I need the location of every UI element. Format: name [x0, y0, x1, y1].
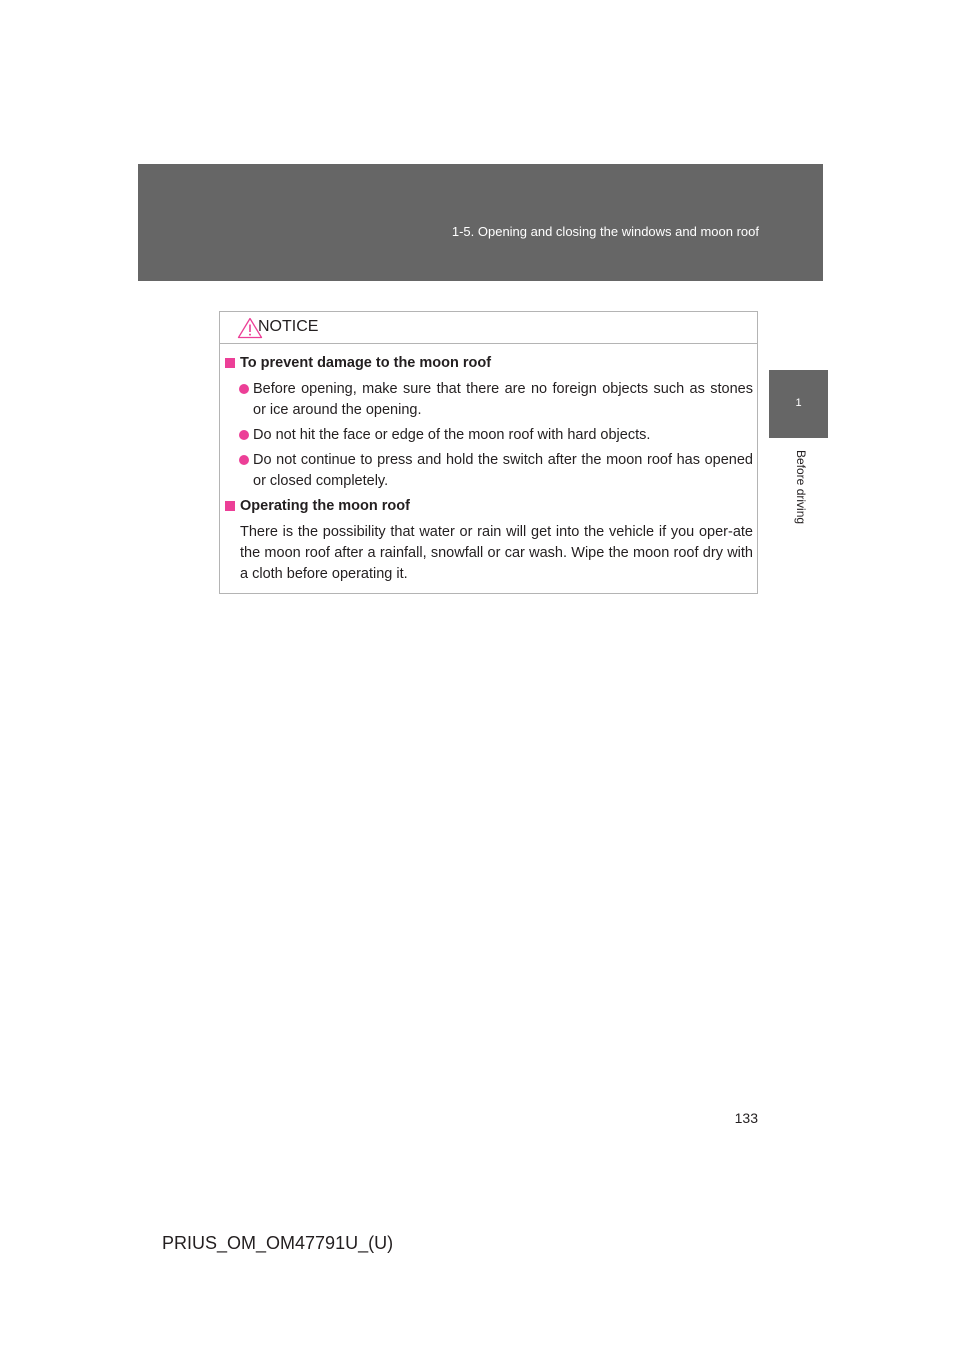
notice-box	[219, 311, 758, 594]
notice-title: NOTICE	[258, 318, 319, 335]
section-heading: To prevent damage to the moon roof	[225, 353, 753, 374]
list-item: Do not hit the face or edge of the moon roof with hard objects.	[225, 425, 753, 446]
list-item: Before opening, make sure that there are no foreign objects such as stones or ice around the opening.	[225, 379, 753, 421]
list-item: Do not continue to press and hold the switch after the moon roof has opened or closed completely.	[225, 450, 753, 492]
square-bullet-icon	[225, 501, 235, 511]
round-bullet-icon	[239, 455, 249, 465]
round-bullet-icon	[239, 430, 249, 440]
document-code: PRIUS_OM_OM47791U_(U)	[162, 1233, 394, 1253]
section-paragraph: There is the possibility that water or rain will get into the vehicle if you oper-ate the moon roof after a rainfall, snowfall or car wash. Wipe the moon roof dry with a cloth before operating it.	[240, 524, 753, 582]
round-bullet-icon	[239, 384, 249, 394]
chapter-tab	[769, 370, 828, 438]
page-number: 133	[734, 1110, 758, 1126]
notice-body	[225, 353, 753, 585]
section-heading: Operating the moon roof	[225, 496, 753, 517]
section-title: 1-5. Opening and closing the windows and moon roof	[451, 224, 759, 239]
chapter-number: 1	[795, 397, 802, 409]
notice-header	[220, 312, 757, 344]
header-band	[138, 164, 823, 281]
chapter-label: Before driving	[794, 450, 808, 525]
square-bullet-icon	[225, 358, 235, 368]
